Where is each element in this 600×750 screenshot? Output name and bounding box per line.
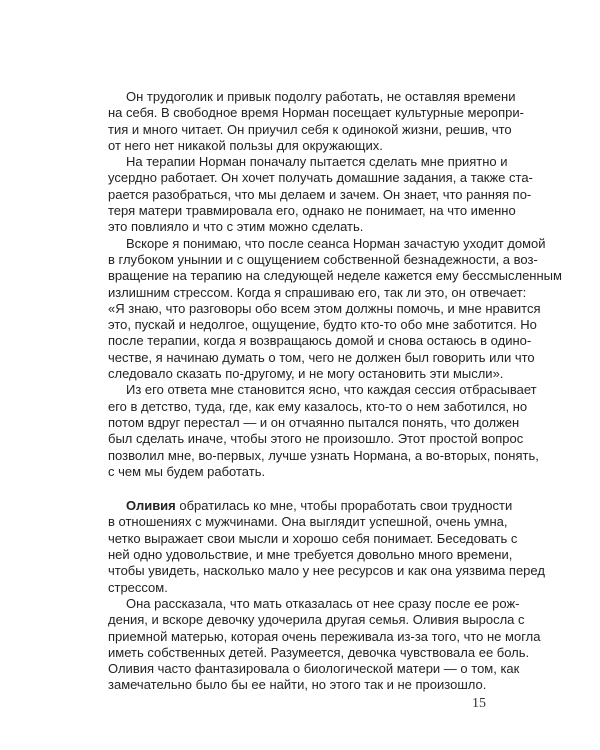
line: Оливия часто фантазировала о биологической матери — о том, как — [108, 661, 520, 677]
line: потом вдруг перестал — и он отчаянно пытался понять, что должен — [108, 414, 520, 430]
paragraph-olivia-intro — [108, 498, 545, 596]
line: вращение на терапию на следующей неделе кажется ему бессмысленным — [108, 268, 562, 284]
line: это повлияло и что с этим можно сделать. — [108, 219, 364, 235]
line: Из его ответа мне становится ясно, что каждая сессия отбрасывает — [126, 382, 537, 398]
line: иметь собственных детей. Разумеется, девочка чувствовала ее боль. — [108, 644, 530, 660]
line: излишним стрессом. Когда я спрашиваю его, так ли это, он отвечает: — [108, 284, 527, 300]
page-number: 15 — [472, 696, 486, 711]
line: Вскоре я понимаю, что после сеанса Норман зачастую уходит домой — [126, 235, 546, 251]
line: Она рассказала, что мать отказалась от нее сразу после ее рож- — [126, 595, 520, 611]
line — [108, 498, 513, 514]
line: это, пускай и недолгое, ощущение, будто кто-то обо мне заботится. Но — [108, 317, 537, 333]
line: был сделать иначе, чтобы этого не произошло. Этот простой вопрос — [108, 431, 524, 447]
olivia-name: Оливия — [126, 498, 176, 514]
line: с чем мы будем работать. — [108, 463, 266, 479]
line: Он трудоголик и привык подолгу работать, не оставляя времени — [126, 89, 516, 104]
line: в глубоком унынии и с ощущением собственной безнадежности, а воз- — [108, 251, 538, 267]
section-gap — [108, 480, 498, 498]
line: теря матери травмировала его, однако не понимает, на что именно — [108, 203, 516, 219]
line: в отношениях с мужчинами. Она выглядит успешной, очень умна, — [108, 514, 508, 530]
line: На терапии Норман поначалу пытается сделать мне приятно и — [126, 154, 508, 170]
line: ней одно удовольствие, и мне требуется довольно много времени, — [108, 547, 513, 563]
line: от него нет никакой пользы для окружающих. — [108, 137, 383, 153]
line: дения, и вскоре девочку удочерила другая семья. Оливия выросла с — [108, 612, 525, 628]
paragraph — [108, 154, 533, 235]
line: стрессом. — [108, 579, 168, 595]
line-text: обратилась ко мне, чтобы проработать свои трудности — [175, 498, 513, 514]
paragraph — [108, 595, 541, 694]
line: замечательно было бы ее найти, но этого так и не произошло. — [108, 677, 487, 693]
line: честве, я начинаю думать о том, чего не должен был говорить или что — [108, 349, 535, 365]
paragraph — [108, 235, 562, 383]
line: позволил мне, во-первых, лучше узнать Нормана, а во-вторых, понять, — [108, 447, 539, 463]
line: усердно работает. Он хочет получать домашние задания, а также ста- — [108, 170, 533, 186]
line: на себя. В свободное время Норман посещает культурные меропри- — [108, 105, 525, 121]
olivia-section — [108, 595, 541, 694]
line: приемной матерью, которая очень переживала из-за того, что не могла — [108, 628, 541, 644]
page-body — [108, 89, 562, 694]
norman-section — [108, 89, 562, 480]
line: чтобы увидеть, насколько мало у нее ресурсов и как она уязвима перед — [108, 563, 545, 579]
line: рается разобраться, что мы делаем и зачем. Он знает, что ранняя по- — [108, 186, 532, 202]
line: следовало сказать по-другому, и не могу остановить эти мысли». — [108, 366, 504, 382]
paragraph — [108, 89, 525, 154]
line: после терапии, когда я возвращаюсь домой и снова остаюсь в одино- — [108, 333, 532, 349]
paragraph — [108, 382, 539, 480]
line: его в детство, туда, где, как ему казалось, кто-то о нем заботился, но — [108, 398, 528, 414]
line: «Я знаю, что разговоры обо всем этом должны помочь, и мне нравится — [108, 300, 541, 316]
line: четко выражает свои мысли и хорошо себя понимает. Беседовать с — [108, 530, 518, 546]
line: тия и много читает. Он приучил себя к одинокой жизни, решив, что — [108, 121, 512, 137]
